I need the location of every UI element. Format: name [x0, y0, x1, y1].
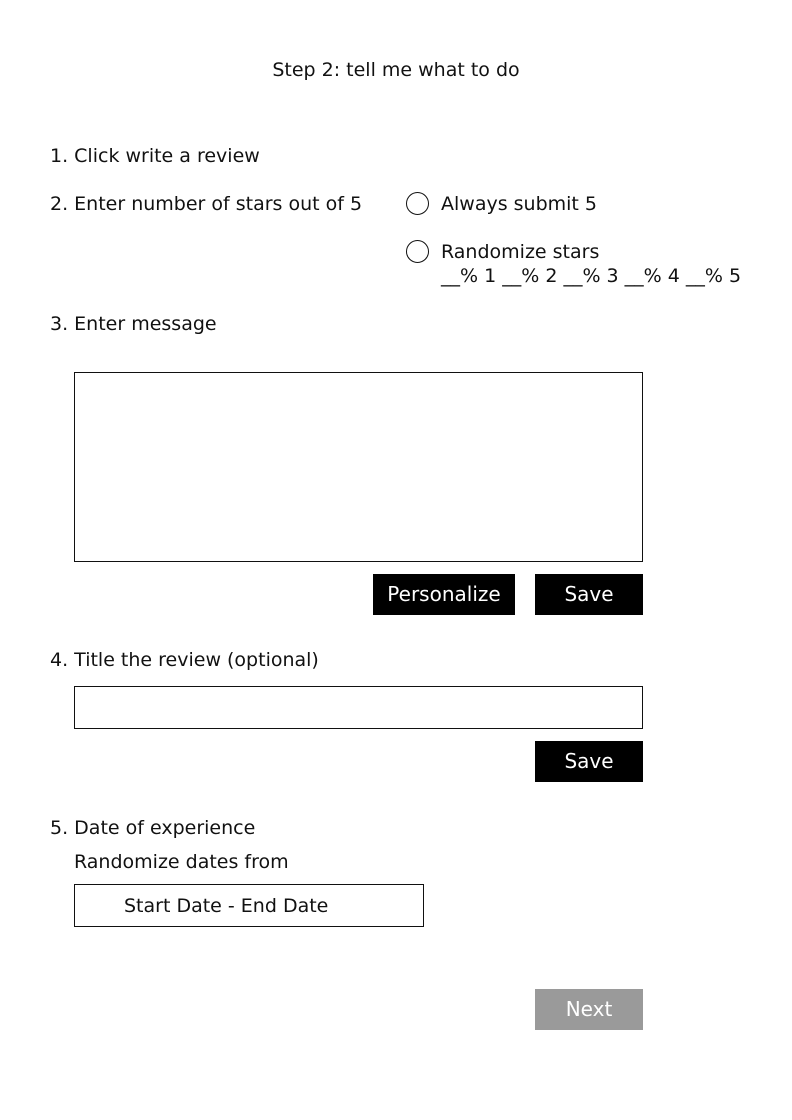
personalize-button[interactable]: Personalize	[373, 574, 515, 615]
star-distribution-text: __% 1 __% 2 __% 3 __% 4 __% 5	[441, 265, 742, 287]
randomize-stars-radio[interactable]	[406, 240, 429, 263]
step-4-label: 4. Title the review (optional)	[50, 649, 319, 671]
message-textarea[interactable]	[74, 372, 643, 562]
save-message-button[interactable]: Save	[535, 574, 643, 615]
next-button[interactable]: Next	[535, 989, 643, 1030]
page-title: Step 2: tell me what to do	[272, 59, 520, 81]
date-range-field[interactable]	[74, 884, 424, 927]
always-submit-5-label[interactable]: Always submit 5	[441, 193, 598, 215]
step-5-label: 5. Date of experience	[50, 817, 256, 839]
review-title-input[interactable]	[74, 686, 643, 729]
date-range-placeholder: Start Date - End Date	[124, 895, 329, 917]
randomize-stars-label[interactable]: Randomize stars	[441, 241, 600, 263]
always-submit-5-radio[interactable]	[406, 192, 429, 215]
save-title-button[interactable]: Save	[535, 741, 643, 782]
step-2-label: 2. Enter number of stars out of 5	[50, 193, 363, 215]
step-3-label: 3. Enter message	[50, 313, 217, 335]
randomize-dates-label: Randomize dates from	[74, 851, 289, 873]
step-1-label: 1. Click write a review	[50, 145, 260, 167]
